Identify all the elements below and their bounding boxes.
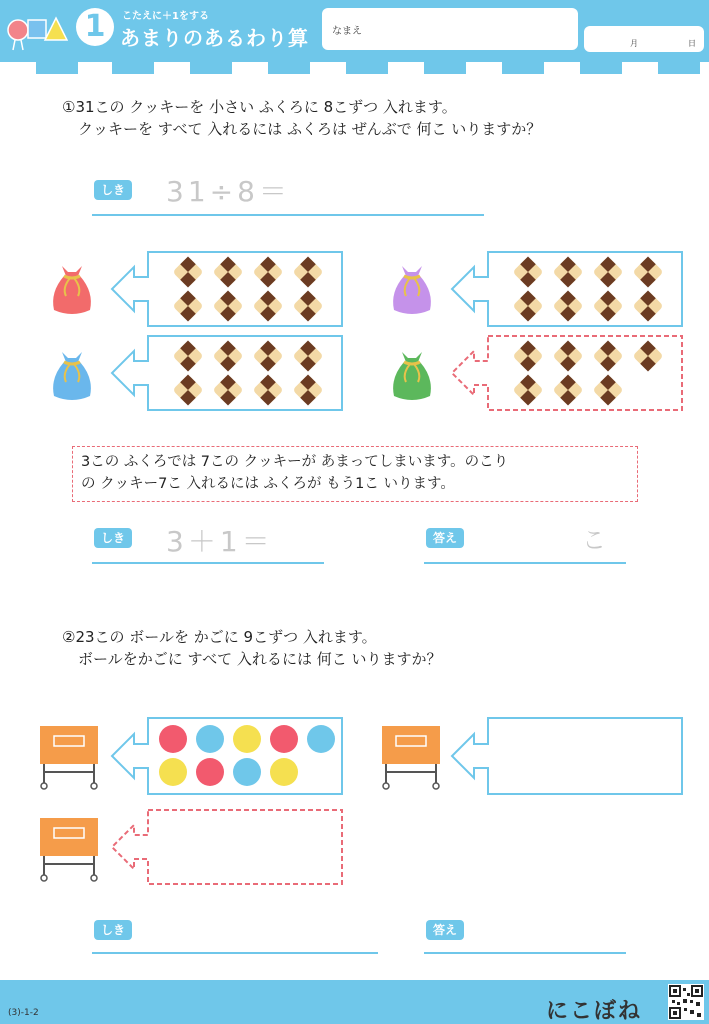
- basket-icon: [40, 818, 98, 881]
- basket-icon: [40, 726, 98, 789]
- qr-code-icon: [668, 984, 704, 1020]
- cookie-icon: [172, 374, 203, 405]
- q2-illustration: [0, 710, 709, 890]
- q2-shiki-answer-line[interactable]: [92, 952, 378, 954]
- q1-line2: クッキーを すべて 入れるには ふくろは ぜんぶで 何こ いりますか？: [78, 120, 542, 138]
- q1-answer-unit: こ: [582, 526, 610, 554]
- page-code: (3)-1-2: [8, 1008, 39, 1018]
- ball-icon: [270, 758, 298, 786]
- cookie-icon: [552, 340, 583, 371]
- cookie-icon: [552, 290, 583, 321]
- month-label: 月: [630, 39, 638, 48]
- cookie-icon: [172, 256, 203, 287]
- q1-hint-line1: 3この ふくろでは 7この クッキーが あまってしまいます。のこり: [81, 454, 509, 470]
- cookie-icon: [632, 290, 663, 321]
- cookie-icon: [292, 256, 323, 287]
- q2-shiki-label: しき: [94, 920, 132, 940]
- ball-icon: [196, 725, 224, 753]
- q2-empty-box: [452, 718, 682, 794]
- cookie-bag-icon: [393, 266, 431, 314]
- name-field[interactable]: [322, 8, 578, 50]
- cookie-icon: [212, 256, 243, 287]
- ball-icon: [159, 725, 187, 753]
- q1-illustration: [0, 240, 709, 420]
- cookie-icon: [592, 290, 623, 321]
- cookie-icon: [512, 290, 543, 321]
- cookie-icon: [252, 256, 283, 287]
- lesson-number: 1: [76, 8, 114, 46]
- q2-ball-box: [112, 718, 342, 794]
- cookie-icon: [212, 374, 243, 405]
- day-label: 日: [688, 39, 696, 48]
- ball-icon: [196, 758, 224, 786]
- cookie-icon: [632, 340, 663, 371]
- ball-icon: [270, 725, 298, 753]
- cookie-icon: [632, 256, 663, 287]
- cookie-icon: [292, 374, 323, 405]
- ball-icon: [307, 725, 335, 753]
- cookie-icon: [212, 340, 243, 371]
- mascot-shapes-icon: [6, 12, 68, 52]
- cookie-icon: [592, 340, 623, 371]
- cookie-icon: [552, 374, 583, 405]
- worksheet-title: あまりのあるわり算: [120, 26, 309, 50]
- q1-hint-box: [72, 446, 638, 502]
- cookie-icon: [592, 256, 623, 287]
- q1-shiki-answer-line[interactable]: [92, 214, 484, 216]
- cookie-icon: [512, 340, 543, 371]
- q1-shiki-label: しき: [94, 180, 132, 200]
- q1-shiki2-ghost: 3＋1＝: [166, 525, 274, 558]
- date-field[interactable]: [584, 26, 704, 52]
- cookie-icon: [512, 256, 543, 287]
- ball-icon: [233, 725, 261, 753]
- q1-shiki2-label: しき: [94, 528, 132, 548]
- q1-shiki-ghost: 31÷8＝: [166, 175, 291, 208]
- brand-logo: にこぼね: [546, 999, 643, 1024]
- q2-remaining-box: [112, 810, 342, 884]
- q1-answer-line[interactable]: [424, 562, 626, 564]
- basket-icon: [382, 726, 440, 789]
- q2-line1: ②23この ボールを かごに 9こずつ 入れます。: [62, 628, 377, 646]
- header-decoration: [0, 62, 709, 74]
- cookie-icon: [292, 340, 323, 371]
- cookie-icon: [172, 340, 203, 371]
- cookie-icon: [172, 290, 203, 321]
- q2-answer-line[interactable]: [424, 952, 626, 954]
- worksheet-subtitle: こたえに＋1をする: [122, 11, 209, 22]
- cookie-bag-icon: [53, 266, 91, 314]
- cookie-icon: [212, 290, 243, 321]
- q2-line2: ボールをかごに すべて 入れるには 何こ いりますか？: [78, 650, 442, 668]
- name-label: なまえ: [332, 26, 362, 37]
- q1-line1: ①31この クッキーを 小さい ふくろに 8こずつ 入れます。: [62, 98, 457, 116]
- q1-hint-line2: の クッキー7こ 入れるには ふくろが もう1こ いります。: [81, 476, 455, 492]
- cookie-icon: [252, 290, 283, 321]
- cookie-icon: [292, 290, 323, 321]
- q1-answer-label: 答え: [426, 528, 464, 548]
- cookie-icon: [592, 374, 623, 405]
- cookie-icon: [252, 340, 283, 371]
- cookie-icon: [252, 374, 283, 405]
- cookie-icon: [512, 374, 543, 405]
- cookie-bag-icon: [53, 352, 91, 400]
- header-bar: [0, 0, 709, 62]
- ball-icon: [233, 758, 261, 786]
- ball-icon: [159, 758, 187, 786]
- q1-shiki2-answer-line[interactable]: [92, 562, 324, 564]
- q2-answer-label: 答え: [426, 920, 464, 940]
- cookie-bag-icon: [393, 352, 431, 400]
- cookie-icon: [552, 256, 583, 287]
